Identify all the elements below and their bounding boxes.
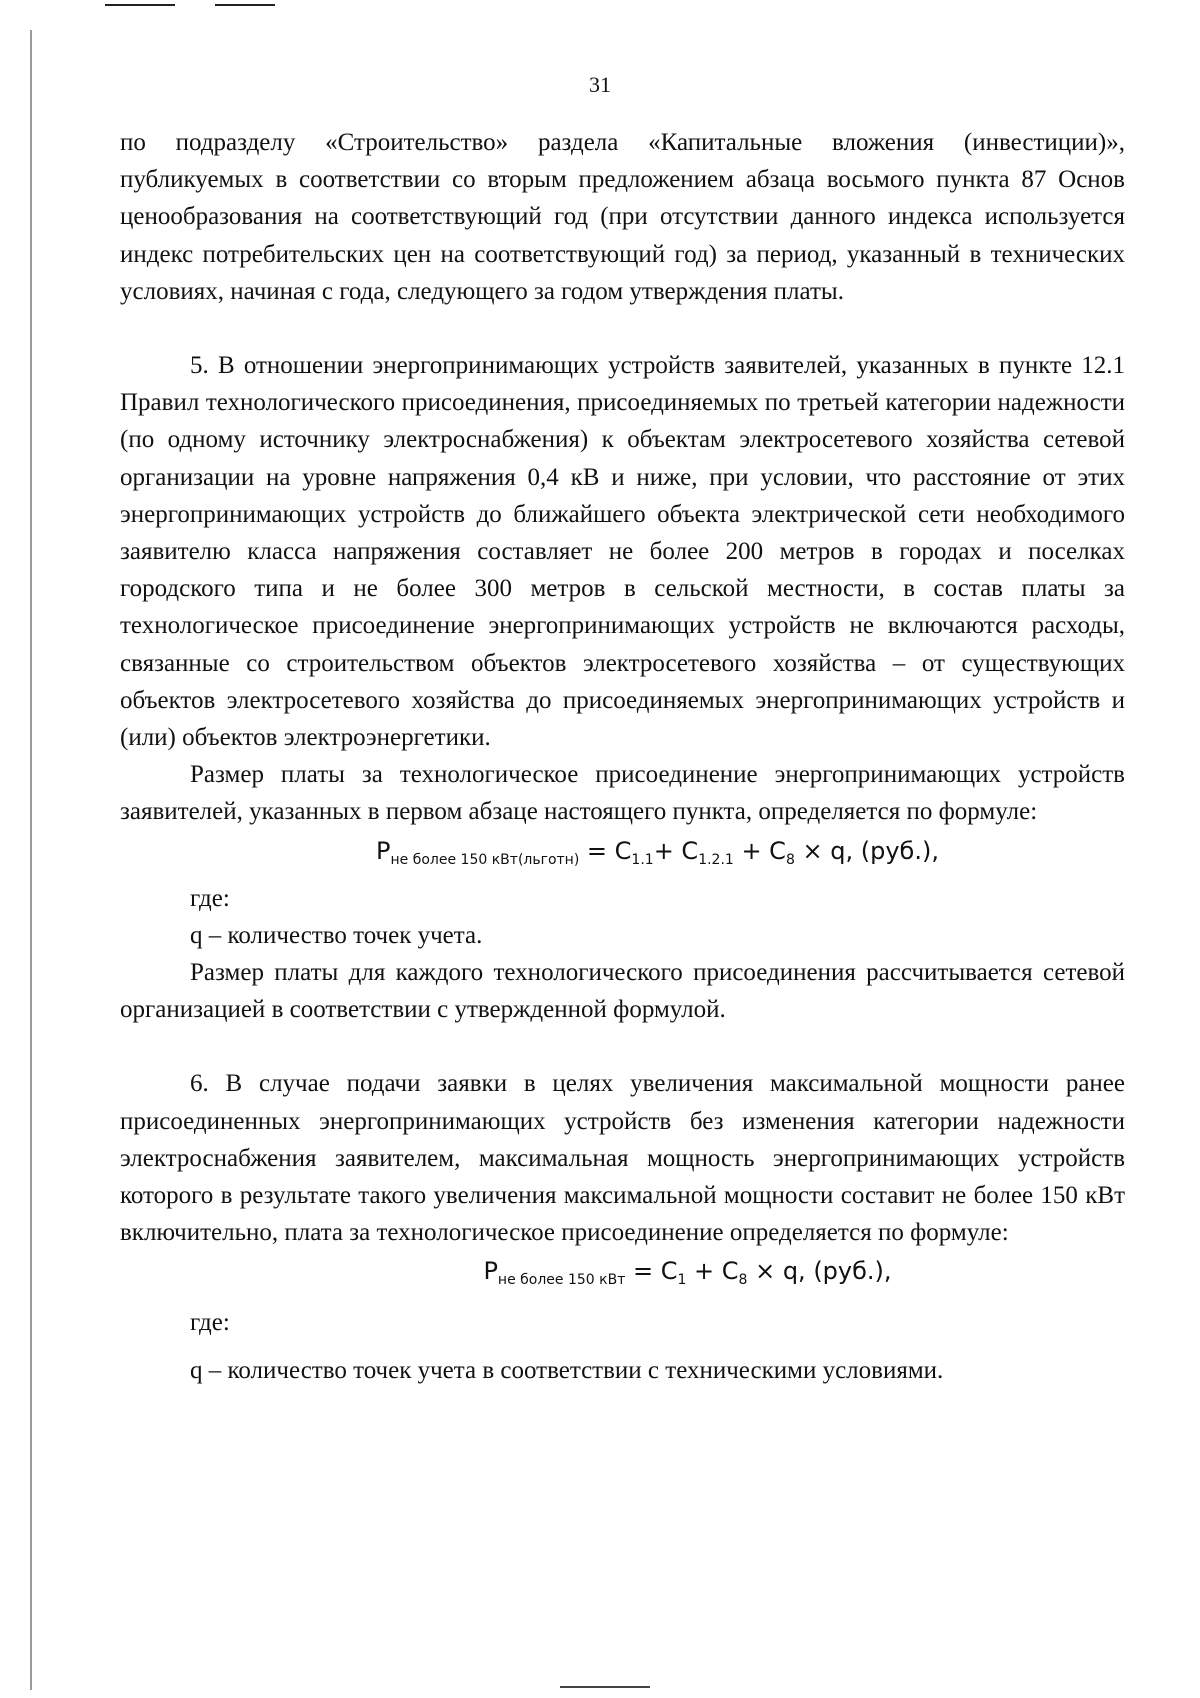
formula-fee: $P_{не более 150 кВт} = C_1 + C_8 \times q$, (руб.),	[483, 1257, 892, 1289]
where-label: где:	[190, 1309, 230, 1337]
document-body	[120, 124, 1125, 1389]
page-number: 31	[589, 72, 611, 97]
where-label: где:	[190, 884, 230, 912]
paragraph: 5. В отношении энергопринимающих устройств заявителей, указанных в пункте 12.1 Правил технологического присоединения, присоединяемых по третьей категории надежности (по одному источнику электроснабжения) к объектам электросетевого хозяйства сетевой организации на уровне напряжения 0,4 кВ и ниже, при условии, что расстояние от этих энергопринимающих устройств до ближайшего объекта электрической сети необходимого заявителю класса напряжения составляет не более 200 метров в городах и поселках городского типа и не более 300 метров в сельской местности, в состав платы за технологическое присоединение энергопринимающих устройств не включаются расходы, связанные со строительством объектов электросетевого хозяйства – от существующих объектов электросетевого хозяйства до присоединяемых энергопринимающих устройств и (или) объектов электроэнергетики.	[120, 352, 1125, 752]
paragraph: 6. В случае подачи заявки в целях увеличения максимальной мощности ранее присоединенных энергопринимающих устройств без изменения категории надежности электроснабжения заявителем, максимальная мощность энергопринимающих устройств которого в результате такого увеличения максимальной мощности составит не более 150 кВт включительно, плата за технологическое присоединение определяется по формуле:	[120, 1070, 1125, 1247]
top-edge-mark	[215, 4, 275, 6]
scan-left-edge	[30, 30, 32, 1690]
paragraph: по подразделу «Строительство» раздела «Капитальные вложения (инвестиции)», публикуемых в соответствии со вторым предложением абзаца восьмого пункта 87 Основ ценообразования на соответствующий год (при отсутствии данного индекса используется индекс потребительских цен на соответствующий год) за период, указанный в технических условиях, начиная с года, следующего за годом утверждения платы.	[120, 129, 1125, 305]
variable-definition: q – количество точек учета.	[190, 921, 483, 949]
formula-preferential-fee: $P_{не более 150 кВт(льготн)} = C_{1.1}+ C_{1.2.1} + C_8 \times q$, (руб.),	[376, 836, 939, 868]
top-edge-mark	[105, 4, 175, 6]
variable-definition: q – количество точек учета в соответствии с техническими условиями.	[190, 1356, 944, 1384]
bottom-edge-mark	[560, 1686, 650, 1688]
paragraph: Размер платы за технологическое присоединение энергопринимающих устройств заявителей, указанных в первом абзаце настоящего пункта, определяется по формуле:	[120, 761, 1125, 826]
paragraph: Размер платы для каждого технологического присоединения рассчитывается сетевой организацией в соответствии с утвержденной формулой.	[120, 959, 1125, 1024]
